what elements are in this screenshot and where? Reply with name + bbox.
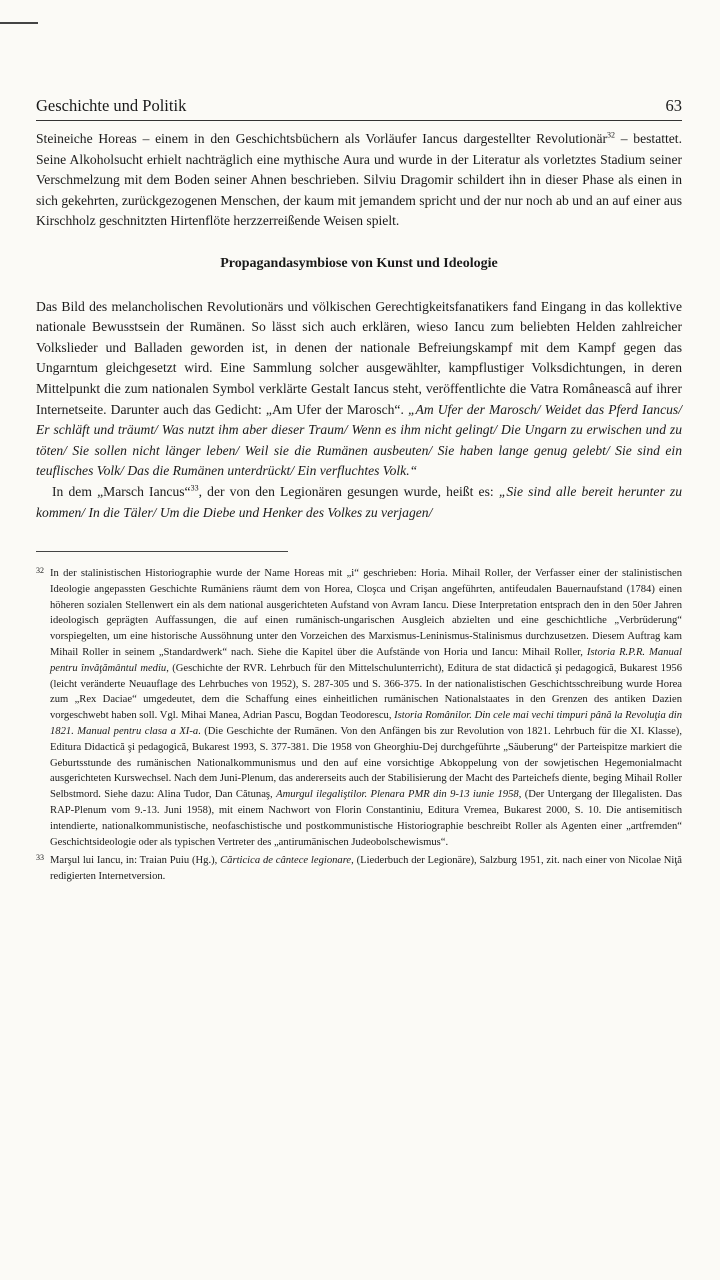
running-header (36, 96, 682, 121)
paragraph-2 (36, 297, 682, 482)
footnote-title: Istoria R.P.R. Manual pentru învăţământul mediu (50, 647, 682, 674)
paragraph-3 (36, 482, 682, 523)
footnote-title: Amurgul ilegaliştilor. Plenara PMR din 9-13 iunie 1958 (276, 789, 519, 801)
footnote-text: Marşul lui Iancu, in: Traian Puiu (Hg.), (50, 855, 221, 867)
poem-quote: „Am Ufer der Marosch/ Weidet das Pferd Iancus/ Er schläft und träumt/ Was nutzt ihm aber dieser Traum/ Wenn es ihm nicht gelingt/ Die Ungarn zu erwischen und zu töten/ Sie sollen nicht länger leben/ Weil sie die Rumänen ausbeuten/ Sie haben lange genug gelebt/ Sie sind ein teuflisches Volk/ Das die Rumänen unterdrückt/ Ein verfluchtes Volk.“ (36, 401, 683, 479)
footnote-number: 32 (36, 566, 44, 576)
paragraph-1-text: Steineiche Horeas – einem in den Geschichtsbüchern als Vorläufer Iancus dargestellter Revolutionär (36, 131, 608, 146)
footnote-number: 33 (36, 853, 44, 863)
paragraph-3-text-cont: , der von den Legionären gesungen wurde, heißt es: (198, 483, 499, 499)
footnote-33 (36, 853, 682, 885)
body-text (36, 129, 682, 523)
march-quote: „Sie sind alle bereit herunter zu kommen/ In die Täler/ Um die Diebe und Henker des Volkes zu verjagen/ (36, 483, 683, 520)
footnote-text: , (Liederbuch der Legionäre), Salzburg 1951, zit. nach einer von Nicolae Niţă redigierten Internetversion. (50, 855, 682, 883)
page-number: 63 (665, 96, 682, 115)
corner-mark (0, 22, 38, 24)
footnote-title: Cărticica de cântece legionare (220, 855, 352, 867)
footnote-text: , (Geschichte der RVR. Lehrbuch für den Mittelschulunterricht), Editura de stat didactică şi pedagogică, Bukarest 1956 (leicht veränderte Neuauflage des Lehrbuches von 1952), S. 287-305 und S. 366-375. In der nationalistischen Geschichtsschreibung wurde Horea zum „Rex Daciae“ umgedeutet, dem die Schaffung eines einheitlichen rumänischen Nationalstaates in den Grenzen des antiken Dazien vorgeschwebt haben soll. Vgl. Mihai Manea, Adrian Pascu, Bogdan Teodorescu, (50, 662, 682, 722)
page (36, 96, 682, 888)
header-title: Geschichte und Politik (36, 96, 187, 115)
footnote-divider (36, 551, 288, 552)
paragraph-3-text: In dem „Marsch Iancus“ (52, 483, 191, 499)
paragraph-1 (36, 129, 682, 232)
footnote-ref-33[interactable]: 33 (190, 483, 199, 493)
footnote-text: , (Der Untergang der Illegalisten. Das RAP-Plenum vom 9.-13. Juni 1958), mit einem Nachwort von Florin Constantiniu, Editura Vremea, Bukarest 2000, S. 10. Die antisemitisch intendierte, nationalkommunistische, neofaschistische und postkommunistische Historiographie beschreibt Roller als Agenten einer „artfremden“ Geschichtsideologie oder als typischen Vertreter des „antirumänischen Judeobolschewismus“. (50, 789, 682, 848)
paragraph-1-text-cont: – bestattet. Seine Alkoholsucht erhielt nachträglich eine mythische Aura und wurde in der Literatur als vorletztes Stadium seiner Verschmelzung mit dem Boden seiner Ahnen beschrieben. Silviu Dragomir schildert ihn in dieser Phase als einen in sich gekehrten, zurückgezogenen Menschen, der kaum mit jemandem spricht und der nur noch ab und an auf einer aus Kirschholz geschnitzten Hirtenflöte herzzerreißende Weisen spielt. (36, 131, 682, 229)
footnote-32 (36, 566, 682, 850)
footnotes (36, 566, 682, 885)
footnote-text: In der stalinistischen Historiographie wurde der Name Horeas mit „i“ geschrieben: Horia. Mihail Roller, der Verfasser einer der stalinistischen Ideologie angepassten Geschichte Rumäniens räumt dem von Horea, Cloşca und Crişan angeführten, antifeudalen Bauernaufstand (1784) einen höheren sozialen Stellenwert ein als dem national ausgerichteten Aufstand von Avram Iancu. Diese Interpretation entsprach den in den 50er Jahren ideologisch geprägten Auffassungen, die auf einen rumänisch-ungarischen Ausgleich abzielten und eine geschichtliche „Verbrüderung“ vorspiegelten, um eine historische Aussöhnung unter den Vorzeichen des Marxismus-Leninismus-Stalinismus durchzusetzen. Diesem Auftrag kam Mihail Roller in seinem „Standardwerk“ nach. Siehe die Kapitel über die Aufstände von Horia und Iancu: Mihail Roller, (50, 568, 682, 659)
footnote-title: Istoria Românilor. Din cele mai vechi timpuri până la Revoluţia din 1821. Manual pentru clasa a XI-a (50, 710, 682, 738)
section-title: Propagandasymbiose von Kunst und Ideologie (220, 255, 498, 271)
footnote-text: . (Die Geschichte der Rumänen. Von den Anfängen bis zur Revolution von 1821. Lehrbuch für die XI. Klasse), Editura Didactică şi pedagogică, Bukarest 1993, S. 377-381. Die 1958 von Gheorghiu-Dej durchgeführte „Säuberung“ der Parteispitze markiert die Geburtsstunde des rumänischen Nationalkommunismus und den auf eine vorsichtige Abkoppelung von der sowjetischen Hegemonialmacht ausgerichteten Kurswechsel. Nach dem Juni-Plenum, das andererseits auch der Stabilisierung der Macht des Parteichefs diente, beging Mihail Roller Selbstmord. Siehe dazu: Alina Tudor, Dan Cătunaş, (50, 726, 682, 801)
footnote-ref-32[interactable]: 32 (607, 130, 616, 140)
paragraph-2-text: Das Bild des melancholischen Revolutionärs und völkischen Gerechtigkeitsfanatikers fand Eingang in das kollektive nationale Bewusstsein der Rumänen. So lässt sich auch erklären, wieso Iancu zum beliebten Helden zahlreicher Volkslieder und Balladen geworden ist, in denen der nationale Befreiungskampf mit dem Kampf gegen das Ungarntum gleichgesetzt wird. Eine Sammlung solcher ausgewählter, kampflustiger Volksdichtungen, in deren Mittelpunkt die zum nationalen Symbol verklärte Gestalt Iancus steht, veröffentlichte die Vatra Româneascâ auf ihrer Internetseite. Darunter auch das Gedicht: „Am Ufer der Marosch“. (36, 298, 682, 417)
